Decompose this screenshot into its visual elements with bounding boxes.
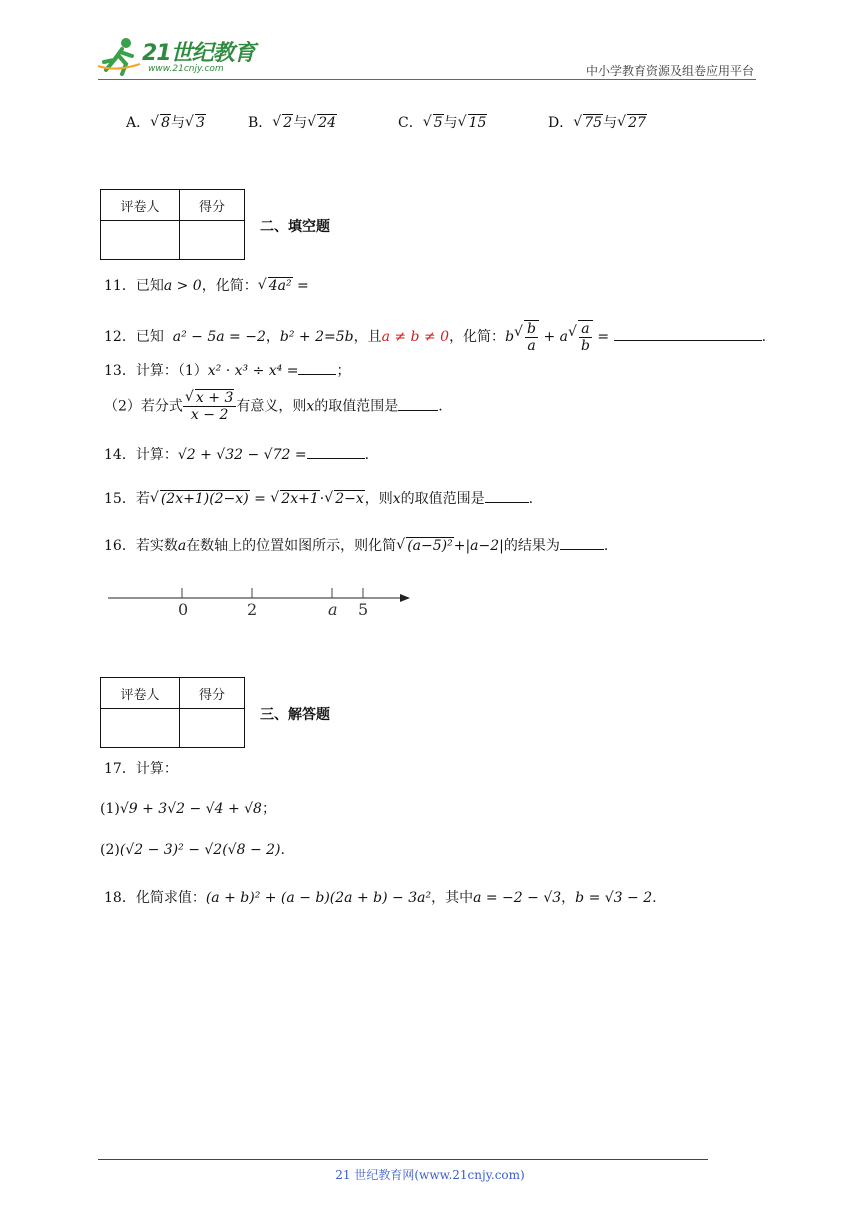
footer-divider (98, 1159, 708, 1160)
sqrt-expr: √ 27 (617, 114, 646, 131)
choice-c (398, 112, 487, 132)
equals-sign: = (597, 329, 610, 345)
grader-cell (101, 221, 180, 260)
score-cell (180, 709, 245, 748)
sqrt-frac: √ $\frac{b}{a}$ (514, 320, 539, 354)
sqrt-expr: √ 8 (150, 114, 171, 131)
question-13 (104, 360, 350, 380)
part-label: (1) (100, 801, 120, 817)
question-text: 已知 (135, 278, 164, 294)
sqrt-expr: √ 3 (185, 114, 205, 131)
sqrt-expr: √ 2−x (324, 490, 364, 507)
sqrt-expr: √ 75 (573, 114, 603, 131)
denominator: x − 2 (190, 407, 229, 423)
equals-sign: = (297, 278, 309, 294)
sqrt-expr: √ 24 (307, 114, 337, 131)
question-12: 12．已知 a² − 5a = −2，b² + 2=5b，且a ≠ b ≠ 0，化简：b √ $\frac{b}{a}$ + a √ $\frac{a}{b}$ = . (104, 321, 767, 354)
question-text: 的结果为 (503, 538, 560, 554)
sqrt-expr: √ (2x+1)(2−x) (149, 490, 249, 507)
question-text: ，化简： (201, 278, 258, 294)
radicand: 2 (283, 115, 293, 131)
punctuation: ； (336, 363, 351, 379)
radicand: 5 (433, 115, 443, 131)
question-13-part2 (104, 390, 443, 423)
separator: ， (561, 890, 576, 906)
sqrt-expr: √ 5 (422, 114, 443, 131)
question-16 (104, 535, 608, 555)
dot: · (319, 491, 325, 507)
question-text: 若实数 (135, 538, 178, 554)
question-text: 已知 (135, 329, 164, 345)
choice-label: C． (398, 115, 423, 131)
radicand: 3 (196, 115, 205, 131)
score-table-fill (100, 189, 245, 260)
punctuation: . (528, 491, 534, 507)
choice-label: A． (126, 115, 151, 131)
connector: 与 (171, 115, 186, 131)
answer-blank[interactable] (307, 446, 365, 459)
connector: 与 (293, 115, 308, 131)
choice-b (248, 112, 337, 132)
tick-label-a: a (328, 600, 338, 619)
radicand: 2−x (335, 491, 364, 507)
radicand: 8 (161, 115, 171, 131)
question-11 (104, 275, 309, 295)
radicand: 24 (318, 115, 337, 131)
question-number: 11． (104, 278, 136, 294)
math-condition: a > 0 (163, 278, 202, 294)
answer-blank[interactable] (614, 328, 762, 341)
footer-text[interactable]: 21 世纪教育网(www.21cnjy.com) (335, 1168, 525, 1182)
punctuation: . (280, 842, 285, 858)
math-condition: a = −2 − √3 (473, 890, 562, 906)
choice-d (548, 112, 647, 132)
radicand: 2x+1 (281, 491, 319, 507)
variable: a (177, 538, 187, 554)
question-text: 化简求值： (135, 890, 206, 906)
question-17-part1 (100, 798, 276, 818)
red-condition: a ≠ b ≠ 0 (381, 329, 450, 345)
number-line-arrow (400, 594, 410, 602)
fraction: √ x + 3 x − 2 (183, 390, 236, 423)
math-expression: x² · x³ ÷ x⁴ = (207, 363, 299, 379)
answer-blank[interactable] (298, 362, 336, 375)
question-number: 12． (104, 329, 136, 345)
radicand: (2x+1)(2−x) (160, 491, 249, 507)
radicand: 15 (468, 115, 487, 131)
punctuation: . (364, 447, 370, 463)
answer-blank[interactable] (560, 537, 604, 550)
question-number: 16． (104, 538, 136, 554)
question-text: 计算：（1） (135, 363, 208, 379)
tick-label-2: 2 (247, 600, 258, 619)
math-condition: b = √3 − 2 (575, 890, 653, 906)
separator: ， (265, 329, 280, 345)
equation: b² + 2=5b (279, 329, 354, 345)
punctuation: . (603, 538, 609, 554)
question-text: 计算： (135, 447, 178, 463)
question-text: ，且 (353, 329, 382, 345)
question-text: 的取值范围是 (400, 491, 485, 507)
abs-expression: +|a−2| (453, 538, 504, 554)
grader-header: 评卷人 (101, 190, 180, 221)
radicand: x + 3 (195, 390, 234, 406)
logo-url: www.21cnjy.com (148, 64, 224, 74)
connector: 与 (603, 115, 618, 131)
logo-text: 21世纪教育 (142, 41, 255, 66)
radicand: 27 (628, 115, 646, 131)
question-18 (104, 887, 657, 907)
question-14 (104, 444, 369, 464)
score-cell (180, 221, 245, 260)
question-number: 17． (104, 761, 136, 777)
answer-blank[interactable] (485, 490, 529, 503)
choice-label: D． (548, 115, 574, 131)
logo-runner-icon (96, 36, 144, 76)
sqrt-expr: √ (a−5)² (396, 537, 453, 554)
math-expression: 2 + √32 − √72 = (186, 447, 307, 463)
sqrt-frac: √ $\frac{a}{b}$ (568, 320, 593, 354)
sqrt-expr: √ 15 (457, 114, 487, 131)
radicand: 75 (584, 115, 603, 131)
choice-label: B． (248, 115, 273, 131)
question-number: 13． (104, 363, 136, 379)
sqrt-expr: √ 2 (272, 114, 293, 131)
question-text: ，则 (364, 491, 393, 507)
sqrt-expr: √ 2x+1 (270, 490, 319, 507)
question-text: ，化简： (449, 329, 506, 345)
question-number: 15． (104, 491, 136, 507)
part-label: (2) (100, 842, 120, 858)
answer-blank[interactable] (398, 398, 438, 411)
equation: a² − 5a = −2 (172, 329, 266, 345)
question-number: 18． (104, 890, 136, 906)
sqrt-prefix: √ (177, 447, 187, 463)
math-expression: (a + b)² + (a − b)(2a + b) − 3a² (205, 890, 432, 906)
section-title-fill: 二、填空题 (260, 219, 330, 235)
plus-a: + a (539, 329, 568, 345)
question-text: （2）若分式 (104, 398, 183, 415)
score-header: 得分 (180, 678, 245, 709)
question-17 (104, 758, 178, 778)
grader-header: 评卷人 (101, 678, 180, 709)
grader-cell (101, 709, 180, 748)
expr-b-sqrt: b (505, 329, 515, 345)
score-header: 得分 (180, 190, 245, 221)
variable: x (392, 491, 401, 507)
variable: x (306, 398, 315, 415)
question-text: 的取值范围是 (314, 398, 399, 415)
question-text: ，其中 (431, 890, 474, 906)
number-line (100, 582, 420, 622)
sqrt-expr: √ 4a² (257, 277, 292, 294)
question-number: 14． (104, 447, 136, 463)
punctuation: ； (261, 801, 276, 817)
radicand: (a−5)² (407, 538, 453, 554)
section-title-answer: 三、解答题 (260, 707, 330, 723)
punctuation: . (652, 890, 657, 906)
question-17-part2 (100, 842, 285, 858)
header-right-text: 中小学教育资源及组卷应用平台 (585, 64, 754, 78)
radicand: 4a² (268, 278, 292, 294)
tick-label-0: 0 (178, 600, 189, 619)
punctuation: . (438, 398, 443, 415)
question-text: 若 (135, 491, 150, 507)
question-text: 计算： (135, 761, 178, 777)
connector: 与 (443, 115, 458, 131)
header-divider (98, 79, 756, 80)
question-text: 有意义，则 (236, 398, 307, 415)
equals-sign: = (254, 491, 266, 507)
choice-a (126, 112, 206, 132)
tick-label-5: 5 (358, 600, 369, 619)
question-text: 在数轴上的位置如图所示，则化简 (186, 538, 397, 554)
score-table-answer (100, 677, 245, 748)
math-expression: √9 + 3√2 − √4 + √8 (119, 801, 262, 817)
question-15 (104, 488, 533, 508)
math-expression: (√2 − 3)² − √2(√8 − 2) (119, 842, 281, 858)
